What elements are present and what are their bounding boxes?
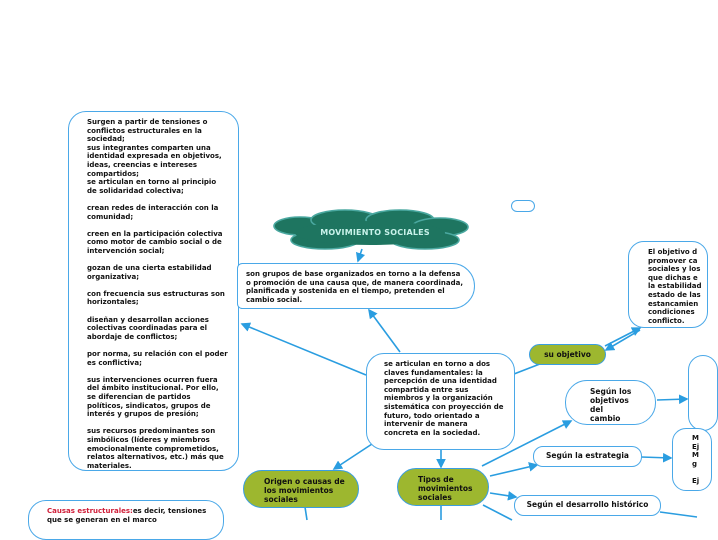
text-line: conflicto. <box>648 316 685 325</box>
text-line: promover ca <box>648 256 698 265</box>
strategy-detail-text <box>692 434 711 486</box>
text-line: M <box>692 451 699 460</box>
text-line: estado de las <box>648 290 701 299</box>
text-line <box>87 367 228 376</box>
text-line <box>87 341 228 350</box>
branch-history[interactable] <box>514 495 661 516</box>
text-line: diseñan y desarrollan acciones colectivas coordinadas para el abordaje de conflictos; <box>87 315 209 341</box>
text-line: con frecuencia sus estructuras son horizontales; <box>87 289 225 307</box>
empty-node[interactable] <box>511 200 535 212</box>
text-line: Ej <box>692 442 700 451</box>
branch-objectives-label: Según los objetivos del cambio <box>590 387 632 423</box>
text-line: sus integrantes comparten una identidad expresada en objetivos, ideas, creencias e intereses compartidos; <box>87 143 222 178</box>
branch-strategy[interactable] <box>533 446 642 467</box>
text-line: sociales y los <box>648 265 701 274</box>
text-line <box>87 221 228 230</box>
text-line: estancamien <box>648 299 699 308</box>
link-title-definition <box>358 249 362 261</box>
text-line: Ej <box>692 476 700 485</box>
origin-node[interactable] <box>243 470 359 508</box>
structural-causes-box[interactable] <box>28 500 224 540</box>
center-box[interactable] <box>366 353 515 450</box>
text-line: g <box>692 459 698 468</box>
text-line: la estabilidad <box>648 282 702 291</box>
text-line <box>87 195 228 204</box>
text-line: El objetivo d <box>648 248 698 256</box>
objective-text-box[interactable] <box>628 241 708 328</box>
text-line: por norma, su relación con el poder es conflictiva; <box>87 350 228 367</box>
text-line <box>87 419 228 428</box>
link-objective-text <box>605 328 640 346</box>
text-line: se articulan en torno al principio de solidaridad colectiva; <box>87 178 217 195</box>
link-center-origin <box>334 444 372 469</box>
text-line <box>87 256 228 265</box>
characteristics-list <box>87 118 228 470</box>
link-center-characteristics <box>242 324 366 375</box>
text-line: gozan de una cierta estabilidad organizativa; <box>87 264 212 281</box>
text-line: Surgen a partir de tensiones o conflictos estructurales en la sociedad; <box>87 118 208 144</box>
text-line <box>692 468 711 477</box>
text-line: sus intervenciones ocurren fuera del ámbito institucional. Por ello, se diferencian de partidos políticos, sindicatos, grupos de interés y grupos de presión; <box>87 375 219 419</box>
link-types-history <box>490 493 516 497</box>
branch-history-label: Según el desarrollo histórico <box>526 500 649 509</box>
branch-strategy-label: Según la estrategia <box>546 451 629 460</box>
title: MOVIMIENTO SOCIALES <box>320 228 430 237</box>
strategy-detail-box[interactable] <box>672 428 712 491</box>
text-line: crean redes de interacción con la comunidad; <box>87 203 219 221</box>
characteristics-box[interactable] <box>68 111 239 471</box>
causes-title: Causas estructurales: <box>47 507 133 515</box>
text-line <box>87 307 228 316</box>
definition-text: son grupos de base organizados en torno a la defensa o promoción de una causa que, de manera coordinada, planificada y sostenida en el tiempo, pretenden el cambio social. <box>246 270 464 304</box>
link-center-definition <box>369 310 400 352</box>
center-text: se articulan en torno a dos claves fundamentales: la percepción de una identidad compartida entre sus miembros y la organización sistemática con proyección de futuro, todo orientado a intervenir de manera concreta en la sociedad. <box>384 360 504 437</box>
types-node[interactable] <box>397 468 489 506</box>
text-line: creen en la participación colectiva como motor de cambio social o de intervención social; <box>87 229 223 255</box>
causes-text: es decir, tensiones que se generan en el marco <box>47 507 207 524</box>
text-line: que dichas e <box>648 273 698 282</box>
objective-label: su objetivo <box>544 350 591 359</box>
objective-node[interactable] <box>529 344 606 365</box>
origin-label: Origen o causas de los movimientos sociales <box>264 477 345 504</box>
objectives-detail-box[interactable] <box>688 355 718 431</box>
definition-box[interactable] <box>237 263 475 309</box>
text-line <box>87 281 228 290</box>
branch-objectives[interactable] <box>565 380 656 425</box>
text-line: condiciones <box>648 308 695 317</box>
types-label: Tipos de movimientos sociales <box>418 475 473 502</box>
text-line: sus recursos predominantes son simbólicos (líderes y miembros emocionalmente comprometidos, relatos alternativos, etc.) más que materiales. <box>87 427 224 470</box>
link-types-strategy <box>490 465 537 476</box>
objective-text <box>648 248 707 325</box>
text-line: M <box>692 434 699 442</box>
